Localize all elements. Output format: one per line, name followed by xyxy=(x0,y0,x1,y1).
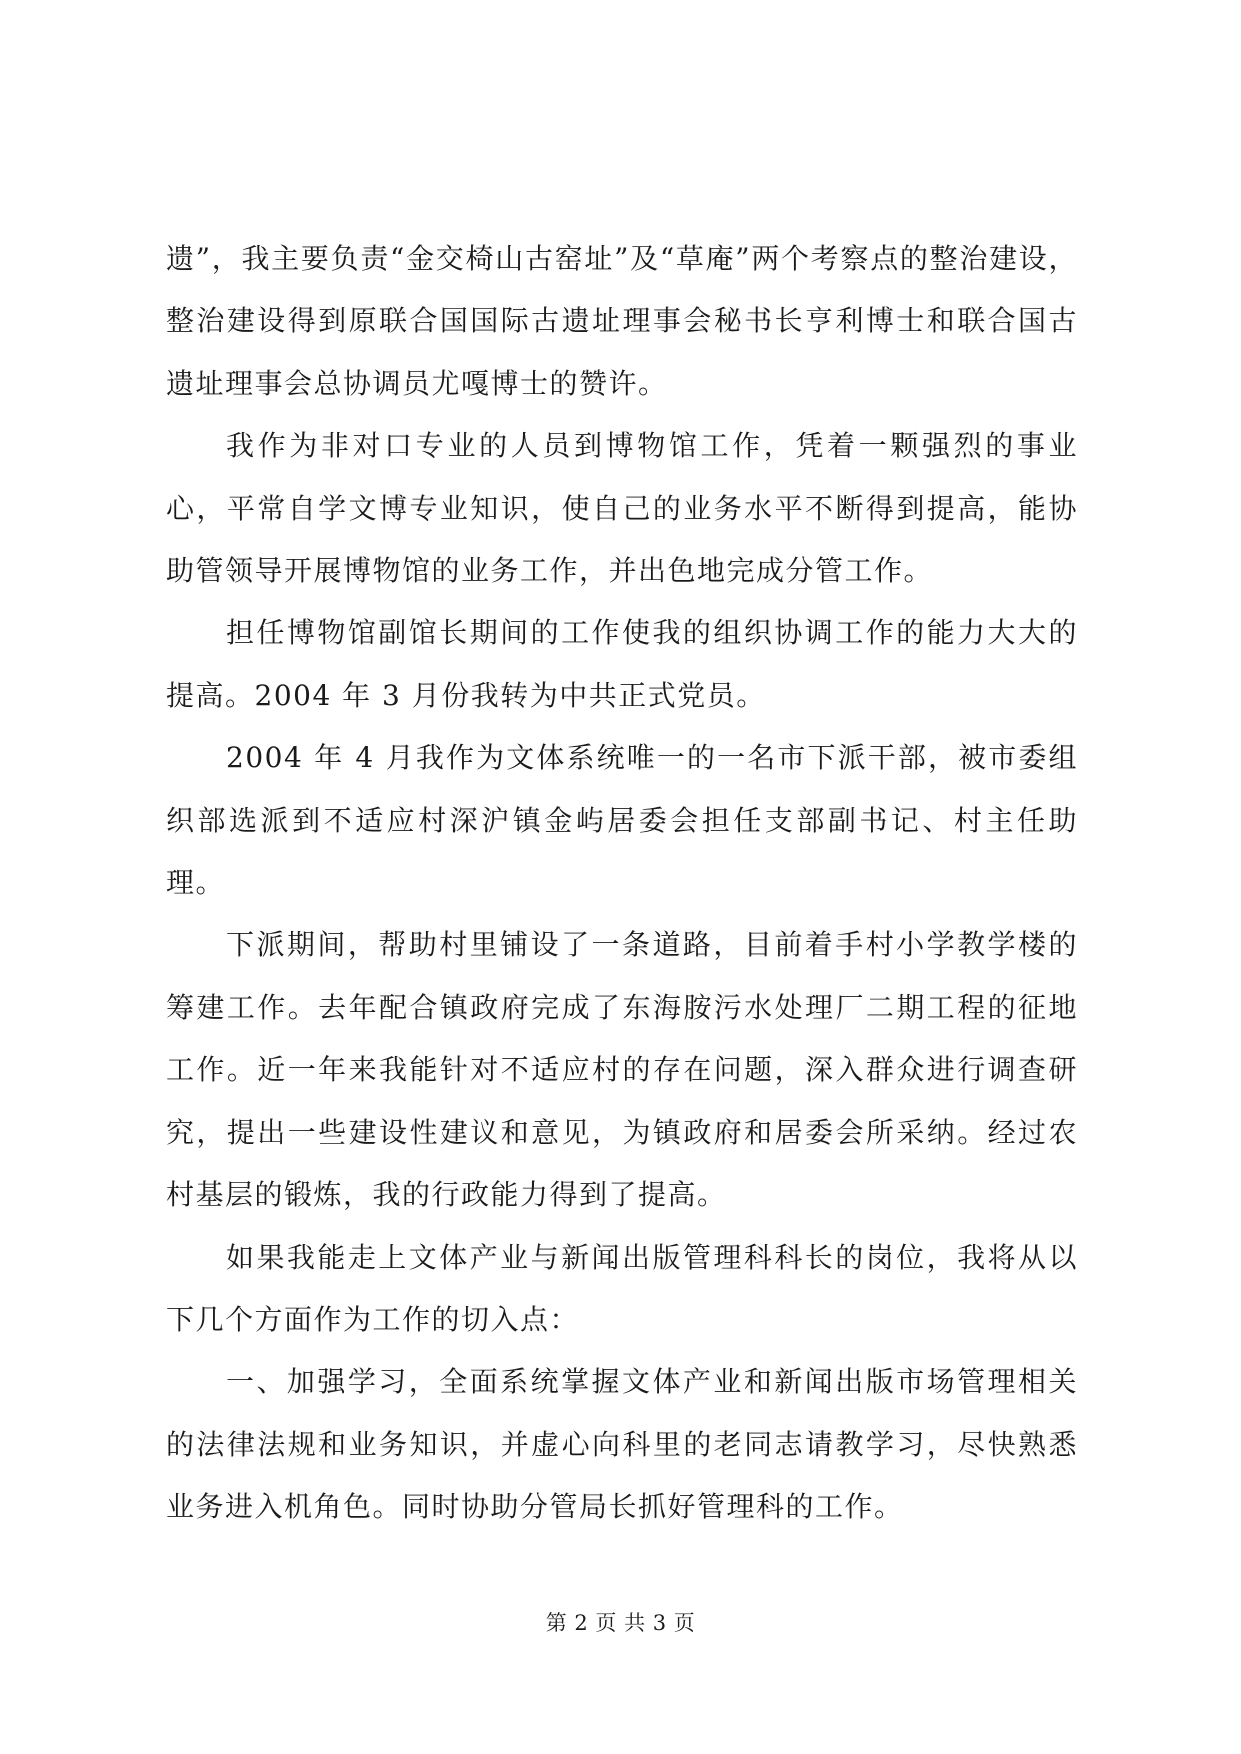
paragraph-1: 遗”，我主要负责“金交椅山古窑址”及“草庵”两个考察点的整治建设，整治建设得到原联合国国际古遗址理事会秘书长亨利博士和联合国古遗址理事会总协调员尤嘎博士的赞许。 xyxy=(166,242,1078,400)
document-body xyxy=(166,228,1078,1539)
page-number-footer: 第 2 页 共 3 页 xyxy=(545,1611,696,1635)
paragraph-5: 下派期间，帮助村里铺设了一条道路，目前着手村小学教学楼的筹建工作。去年配合镇政府完成了东海胺污水处理厂二期工程的征地工作。近一年来我能针对不适应村的存在问题，深入群众进行调查研究，提出一些建设性建议和意见，为镇政府和居委会所采纳。经过农村基层的锻炼，我的行政能力得到了提高。 xyxy=(166,928,1078,1212)
paragraph-3: 担任博物馆副馆长期间的工作使我的组织协调工作的能力大大的提高。2004 年 3 月份我转为中共正式党员。 xyxy=(166,616,1078,712)
paragraph-2: 我作为非对口专业的人员到博物馆工作，凭着一颗强烈的事业心，平常自学文博专业知识，使自己的业务水平不断得到提高，能协助管领导开展博物馆的业务工作，并出色地完成分管工作。 xyxy=(166,429,1078,588)
paragraph-6: 如果我能走上文体产业与新闻出版管理科科长的岗位，我将从以下几个方面作为工作的切入点： xyxy=(166,1240,1078,1336)
paragraph-7: 一、加强学习，全面系统掌握文体产业和新闻出版市场管理相关的法律法规和业务知识，并虚心向科里的老同志请教学习，尽快熟悉业务进入机角色。同时协助分管局长抓好管理科的工作。 xyxy=(166,1365,1078,1524)
paragraph-4: 2004 年 4 月我作为文体系统唯一的一名市下派干部，被市委组织部选派到不适应村深沪镇金屿居委会担任支部副书记、村主任助理。 xyxy=(166,741,1078,900)
